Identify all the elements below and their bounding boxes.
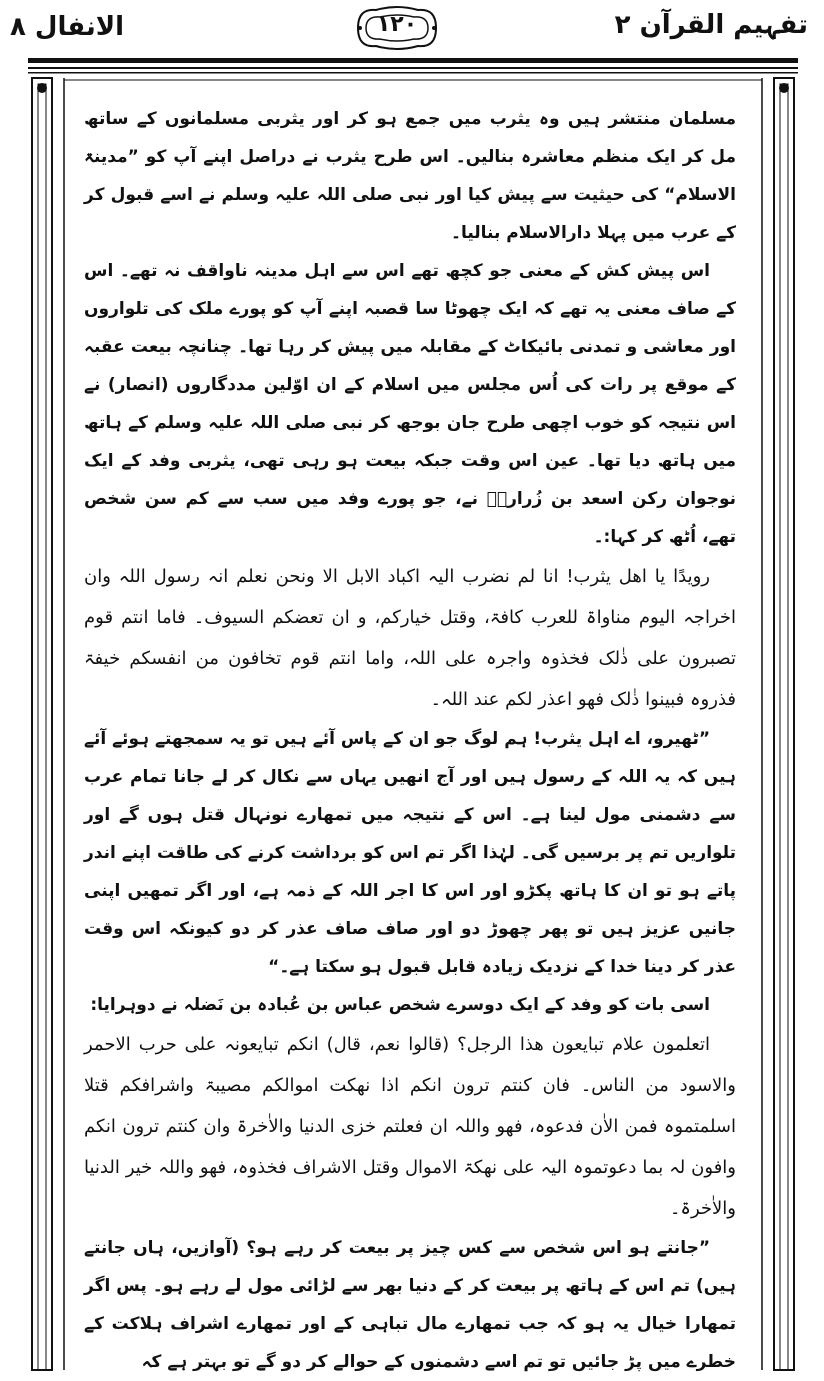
page-header [0,0,824,62]
paragraph: مسلمان منتشر ہیں وہ یثرب میں جمع ہو کر اور یثربی مسلمانوں کے ساتھ مل کر ایک منظم معاشرہ بنالیں۔ اس طرح یثرب نے دراصل اپنے آپ کو ”مدینۃ الاسلام“ کی حیثیت سے پیش کیا اور نبی صلی اللہ علیہ وسلم نے اسے قبول کر کے عرب میں پہلا دارالاسلام بنالیا۔ [84,109,736,243]
page-number-ornament [352,4,442,52]
page-number: ۱۲۰ [376,12,418,37]
page-body [84,100,736,1372]
book-title: تفہیم القرآن ۲ [614,10,808,40]
paragraph: اس پیش کش کے معنی جو کچھ تھے اس سے اہل مدینہ ناواقف نہ تھے۔ اس کے صاف معنی یہ تھے کہ ایک چھوٹا سا قصبہ اپنے آپ کو پورے ملک کی تلواروں اور معاشی و تمدنی بائیکاٹ کے مقابلہ میں پیش کر رہا تھا۔ چنانچہ بیعت عقبہ کے موقع پر رات کی اُس مجلس میں اسلام کے ان اوّلین مددگاروں (انصار) نے اس نتیجہ کو خوب اچھی طرح جان بوجھ کر نبی صلی اللہ علیہ وسلم کے ہاتھ میں ہاتھ دیا تھا۔ عین اس وقت جبکہ بیعت ہو رہی تھی، یثربی وفد کے ایک نوجوان رکن اسعد بن زُرارہؓ نے، جو پورے وفد میں سب سے کم سن شخص تھے، اُٹھ کر کہا:۔ [84,261,736,547]
arabic-quote: اتعلمون علام تبایعون ھذا الرجل؟ (قالوا نعم، قال) انکم تبایعونہ علی حرب الاحمر والاسود من الناس۔ فان کنتم ترون انکم اذا نھکت اموالکم مصیبۃ واشرافکم قتلا اسلمتموہ فمن الاٰن فدعوہ، فھو واللہ ان فعلتم خزی الدنیا والاٰخرۃ وان کنتم ترون انکم وافون لہ بما دعوتموہ الیہ علی نھکۃ الاموال وقتل الاشراف فخذوہ، فھو واللہ خیر الدنیا والاٰخرۃ۔ [84,1034,736,1219]
translation-paragraph: ”جانتے ہو اس شخص سے کس چیز پر بیعت کر رہے ہو؟ (آوازیں، ہاں جانتے ہیں) تم اس کے ہاتھ پر بیعت کر کے دنیا بھر سے لڑائی مول لے رہے ہو۔ پس اگر تمھارا خیال یہ ہو کہ جب تمھارے مال تباہی کے اور تمھارے اشراف ہلاکت کے خطرے میں پڑ جائیں تو تم اسے دشمنوں کے حوالے کر دو گے تو بہتر ہے کہ [84,1238,736,1372]
translation-paragraph: ”ٹھیرو، اے اہل یثرب! ہم لوگ جو ان کے پاس آئے ہیں تو یہ سمجھتے ہوئے آئے ہیں کہ یہ اللہ کے رسول ہیں اور آج انھیں یہاں سے نکال کر لے جانا تمام عرب سے دشمنی مول لینا ہے۔ اس کے نتیجہ میں تمھارے نونہال قتل ہوں گے اور تلواریں تم پر برسیں گی۔ لہٰذا اگر تم اس کو برداشت کرنے کی طاقت اپنے اندر پاتے ہو تو ان کا ہاتھ پکڑو اور اس کا اجر اللہ کے ذمہ ہے، اور اگر تمھیں اپنی جانیں عزیز ہیں تو پھر چھوڑ دو اور صاف صاف عذر کر دو کیونکہ اس وقت عذر کر دینا خدا کے نزدیک زیادہ قابل قبول ہو سکتا ہے۔“ [84,729,736,977]
surah-title: الانفال ۸ [10,12,124,42]
paragraph: اسی بات کو وفد کے ایک دوسرے شخص عباس بن عُبادہ بن نَضلہ نے دوہرایا: [90,995,710,1015]
arabic-quote: رویدًا یا اھل یثرب! انا لم نضرب الیہ اکباد الابل الا ونحن نعلم انہ رسول اللہ وان اخراجہ الیوم مناواۃ للعرب کافۃ، وقتل خیارکم، و ان تعضکم السیوف۔ فاما انتم قوم تصبرون علی ذٰلک فخذوہ واجرہ علی اللہ، واما انتم قوم تخافون من انفسکم خیفۃ فذروہ فبینوا ذٰلک فھو اعذر لکم عند اللہ۔ [84,566,736,710]
